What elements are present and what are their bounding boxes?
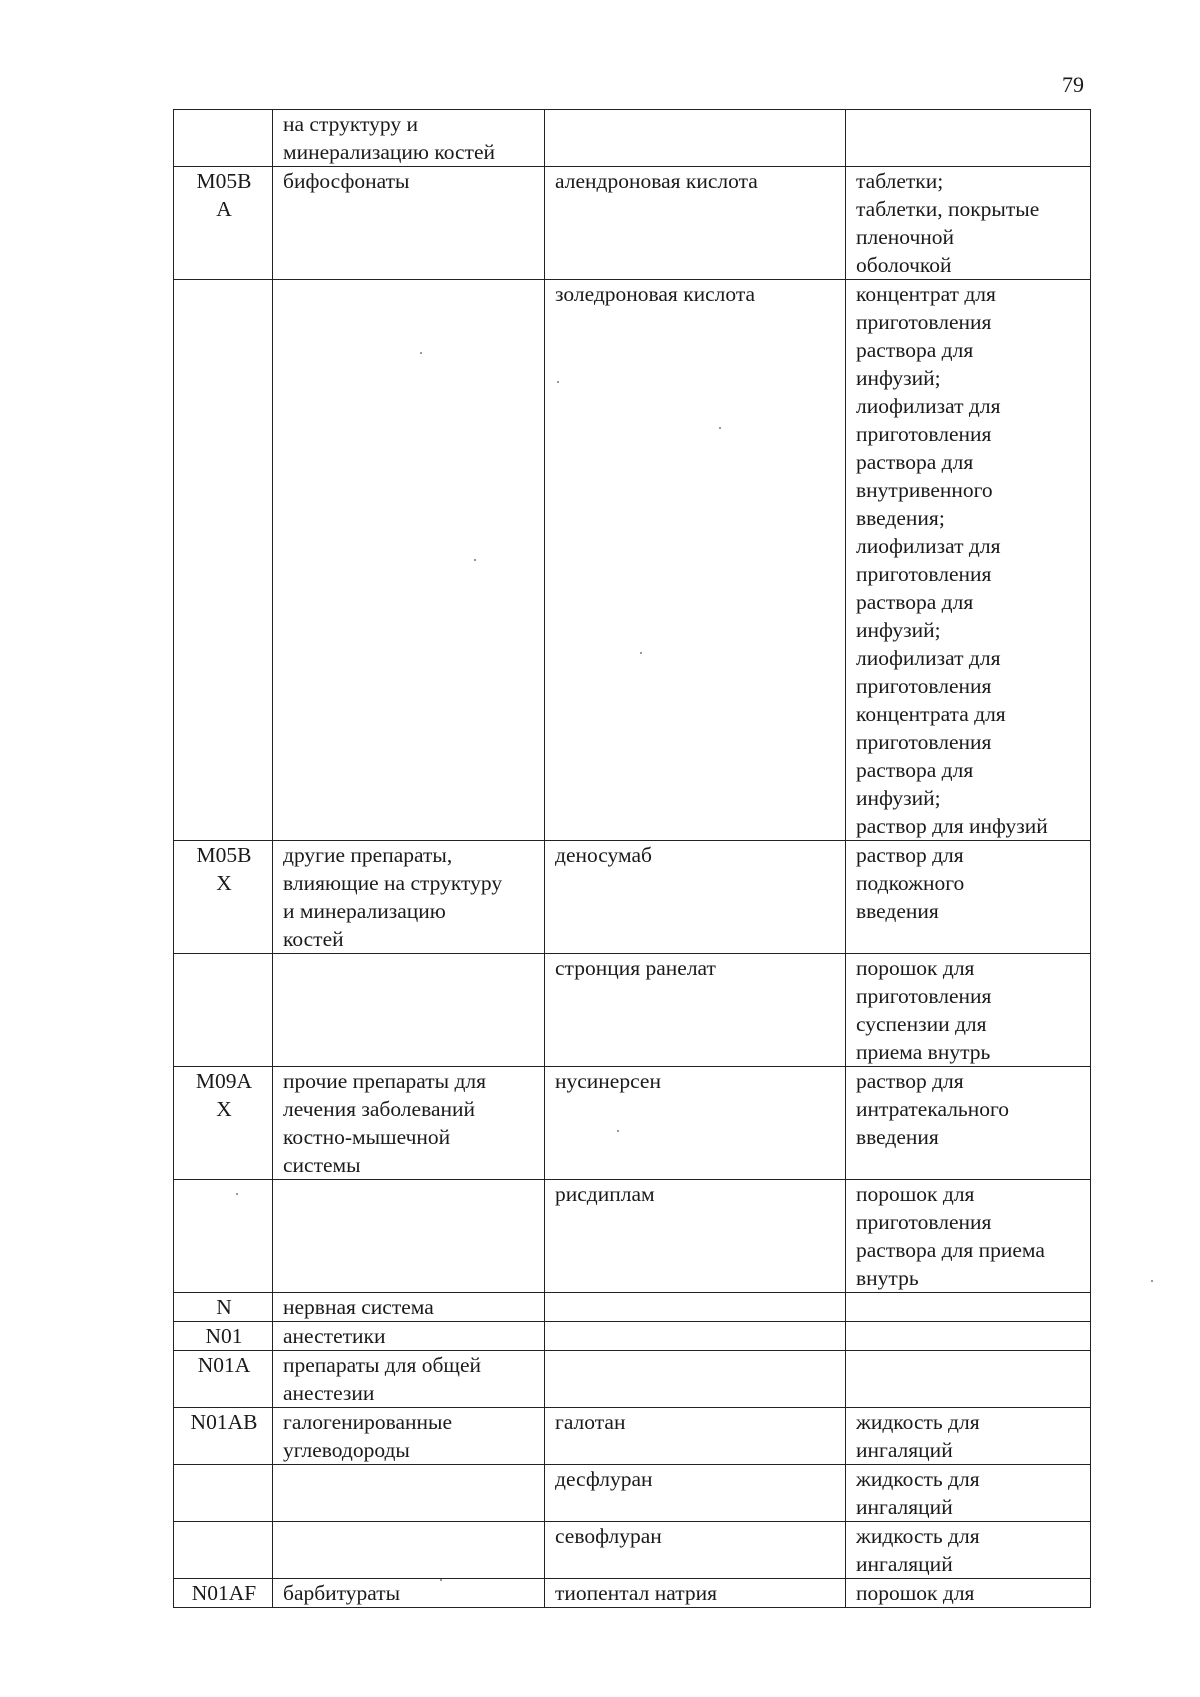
drug-name-line: десфлуран xyxy=(555,1467,653,1491)
atc-code-cell xyxy=(174,1522,273,1579)
drug-name-cell xyxy=(545,1522,846,1579)
table-row xyxy=(174,1180,1091,1293)
dosage-form-cell xyxy=(846,1322,1091,1351)
pharm-group-line: влияющие на структуру xyxy=(283,871,503,895)
pharm-group-line: на структуру и xyxy=(283,112,418,136)
drug-table xyxy=(173,109,1091,1608)
pharm-group-cell xyxy=(273,110,545,167)
drug-name-cell xyxy=(545,280,846,841)
dosage-form-line: приготовления xyxy=(856,1210,992,1234)
atc-code-line: N01A xyxy=(197,1353,251,1377)
drug-name-line: севофлуран xyxy=(555,1524,662,1548)
dosage-form-line: ингаляций xyxy=(856,1438,953,1462)
dosage-form-cell xyxy=(846,1351,1091,1408)
dosage-form-line: порошок для xyxy=(856,956,975,980)
atc-code-line: X xyxy=(216,871,232,895)
table-row xyxy=(174,1293,1091,1322)
pharm-group-cell xyxy=(273,1180,545,1293)
pharm-group-cell xyxy=(273,1322,545,1351)
atc-code-cell xyxy=(174,1322,273,1351)
pharm-group-cell xyxy=(273,841,545,954)
pharm-group-cell xyxy=(273,1293,545,1322)
drug-name-line: алендроновая кислота xyxy=(555,169,758,193)
pharm-group-cell xyxy=(273,1351,545,1408)
dosage-form-line: раствора для приема xyxy=(856,1238,1045,1262)
atc-code-cell xyxy=(174,280,273,841)
dosage-form-cell xyxy=(846,954,1091,1067)
drug-name-line: золедроновая кислота xyxy=(555,282,756,306)
scan-speck xyxy=(420,352,422,354)
dosage-form-line: пленочной xyxy=(856,225,955,249)
pharm-group-line: нервная система xyxy=(283,1295,434,1319)
dosage-form-line: инфузий; xyxy=(856,618,941,642)
table-row xyxy=(174,280,1091,841)
drug-name-line: нусинерсен xyxy=(555,1069,661,1093)
dosage-form-line: ингаляций xyxy=(856,1552,953,1576)
pharm-group-cell xyxy=(273,1465,545,1522)
scan-speck xyxy=(640,652,642,654)
drug-name-line: рисдиплам xyxy=(555,1182,655,1206)
scan-speck xyxy=(617,1130,619,1132)
dosage-form-line: введения; xyxy=(856,506,945,530)
atc-code-cell xyxy=(174,841,273,954)
drug-name-cell xyxy=(545,1067,846,1180)
dosage-form-line: раствора для xyxy=(856,590,974,614)
dosage-form-line: концентрат для xyxy=(856,282,996,306)
atc-code-cell xyxy=(174,1351,273,1408)
pharm-group-line: анестетики xyxy=(283,1324,386,1348)
drug-name-line: тиопентал натрия xyxy=(555,1581,717,1605)
drug-name-cell xyxy=(545,1293,846,1322)
atc-code-cell xyxy=(174,1579,273,1608)
dosage-form-line: приготовления xyxy=(856,310,992,334)
pharm-group-line: галогенированные xyxy=(283,1410,453,1434)
drug-name-cell xyxy=(545,1322,846,1351)
pharm-group-line: костей xyxy=(283,927,344,951)
drug-name-cell xyxy=(545,954,846,1067)
dosage-form-cell xyxy=(846,1293,1091,1322)
dosage-form-line: ингаляций xyxy=(856,1495,953,1519)
dosage-form-line: приема внутрь xyxy=(856,1040,991,1064)
dosage-form-line: раствора для xyxy=(856,338,974,362)
dosage-form-cell xyxy=(846,1180,1091,1293)
pharm-group-cell xyxy=(273,1579,545,1608)
dosage-form-line: раствор для xyxy=(856,1069,964,1093)
atc-code-line: N01AB xyxy=(190,1410,258,1434)
dosage-form-cell xyxy=(846,841,1091,954)
dosage-form-line: концентрата для xyxy=(856,702,1006,726)
dosage-form-line: лиофилизат для xyxy=(856,394,1001,418)
pharm-group-line: другие препараты, xyxy=(283,843,453,867)
table-row xyxy=(174,167,1091,280)
drug-name-cell xyxy=(545,110,846,167)
dosage-form-line: таблетки, покрытые xyxy=(856,197,1040,221)
dosage-form-cell xyxy=(846,280,1091,841)
dosage-form-line: приготовления xyxy=(856,984,992,1008)
table-row xyxy=(174,1465,1091,1522)
table-row xyxy=(174,1322,1091,1351)
dosage-form-line: приготовления xyxy=(856,562,992,586)
pharm-group-line: минерализацию костей xyxy=(283,140,495,164)
table-row xyxy=(174,1067,1091,1180)
dosage-form-line: таблетки; xyxy=(856,169,944,193)
drug-name-line: деносумаб xyxy=(555,843,652,867)
dosage-form-cell xyxy=(846,167,1091,280)
dosage-form-line: приготовления xyxy=(856,730,992,754)
dosage-form-line: раствора для xyxy=(856,758,974,782)
pharm-group-line: углеводороды xyxy=(283,1438,410,1462)
table-row xyxy=(174,954,1091,1067)
atc-code-cell xyxy=(174,110,273,167)
atc-code-cell xyxy=(174,954,273,1067)
dosage-form-line: введения xyxy=(856,899,939,923)
atc-code-cell xyxy=(174,167,273,280)
pharm-group-line: и минерализацию xyxy=(283,899,446,923)
dosage-form-line: раствор для инфузий xyxy=(856,814,1048,838)
pharm-group-line: препараты для общей xyxy=(283,1353,482,1377)
dosage-form-line: порошок для xyxy=(856,1581,975,1605)
table-row xyxy=(174,1408,1091,1465)
scan-speck xyxy=(236,1193,238,1195)
scan-speck xyxy=(557,381,559,383)
atc-code-line: X xyxy=(216,1097,232,1121)
dosage-form-line: инфузий; xyxy=(856,786,941,810)
dosage-form-cell xyxy=(846,1579,1091,1608)
dosage-form-line: введения xyxy=(856,1125,939,1149)
drug-name-cell xyxy=(545,1465,846,1522)
dosage-form-line: лиофилизат для xyxy=(856,534,1001,558)
table-row xyxy=(174,110,1091,167)
dosage-form-cell xyxy=(846,1465,1091,1522)
dosage-form-line: оболочкой xyxy=(856,253,952,277)
drug-name-line: галотан xyxy=(555,1410,626,1434)
pharm-group-cell xyxy=(273,1408,545,1465)
drug-name-cell xyxy=(545,1180,846,1293)
pharm-group-line: анестезии xyxy=(283,1381,375,1405)
scan-speck xyxy=(1151,1280,1153,1282)
table-row xyxy=(174,1522,1091,1579)
dosage-form-cell xyxy=(846,1067,1091,1180)
drug-name-cell xyxy=(545,167,846,280)
atc-code-cell xyxy=(174,1293,273,1322)
pharm-group-line: системы xyxy=(283,1153,361,1177)
dosage-form-line: жидкость для xyxy=(856,1410,980,1434)
dosage-form-cell xyxy=(846,110,1091,167)
atc-code-cell xyxy=(174,1180,273,1293)
pharm-group-line: бифосфонаты xyxy=(283,169,410,193)
drug-name-cell xyxy=(545,1579,846,1608)
dosage-form-line: приготовления xyxy=(856,674,992,698)
atc-code-line: M05B xyxy=(196,169,252,193)
drug-name-cell xyxy=(545,1408,846,1465)
atc-code-line: M09A xyxy=(195,1069,253,1093)
dosage-form-line: подкожного xyxy=(856,871,965,895)
table-row xyxy=(174,1579,1091,1608)
page-number: 79 xyxy=(1062,72,1084,97)
scan-speck xyxy=(440,1579,442,1581)
pharm-group-cell xyxy=(273,1522,545,1579)
pharm-group-cell xyxy=(273,167,545,280)
table-row xyxy=(174,841,1091,954)
pharm-group-cell xyxy=(273,280,545,841)
atc-code-cell xyxy=(174,1408,273,1465)
dosage-form-line: раствор для xyxy=(856,843,964,867)
dosage-form-cell xyxy=(846,1408,1091,1465)
table-row xyxy=(174,1351,1091,1408)
atc-code-line: N xyxy=(216,1295,232,1319)
atc-code-cell xyxy=(174,1067,273,1180)
pharm-group-line: прочие препараты для xyxy=(283,1069,487,1093)
pharm-group-line: барбитураты xyxy=(283,1581,401,1605)
atc-code-line: A xyxy=(216,197,232,221)
drug-name-cell xyxy=(545,841,846,954)
drug-name-line: стронция ранелат xyxy=(555,956,716,980)
dosage-form-line: внутрь xyxy=(856,1266,919,1290)
dosage-form-line: приготовления xyxy=(856,422,992,446)
atc-code-line: N01AF xyxy=(191,1581,257,1605)
dosage-form-line: суспензии для xyxy=(856,1012,987,1036)
scan-speck xyxy=(719,427,721,429)
pharm-group-line: костно-мышечной xyxy=(283,1125,451,1149)
dosage-form-cell xyxy=(846,1522,1091,1579)
pharm-group-cell xyxy=(273,954,545,1067)
atc-code-cell xyxy=(174,1465,273,1522)
dosage-form-line: интратекального xyxy=(856,1097,1010,1121)
pharm-group-cell xyxy=(273,1067,545,1180)
dosage-form-line: жидкость для xyxy=(856,1524,980,1548)
drug-name-cell xyxy=(545,1351,846,1408)
scan-speck xyxy=(474,559,476,561)
dosage-form-line: раствора для xyxy=(856,450,974,474)
atc-code-line: N01 xyxy=(205,1324,243,1348)
dosage-form-line: порошок для xyxy=(856,1182,975,1206)
dosage-form-line: инфузий; xyxy=(856,366,941,390)
pharm-group-line: лечения заболеваний xyxy=(283,1097,476,1121)
atc-code-line: M05B xyxy=(196,843,252,867)
dosage-form-line: лиофилизат для xyxy=(856,646,1001,670)
dosage-form-line: жидкость для xyxy=(856,1467,980,1491)
dosage-form-line: внутривенного xyxy=(856,478,993,502)
